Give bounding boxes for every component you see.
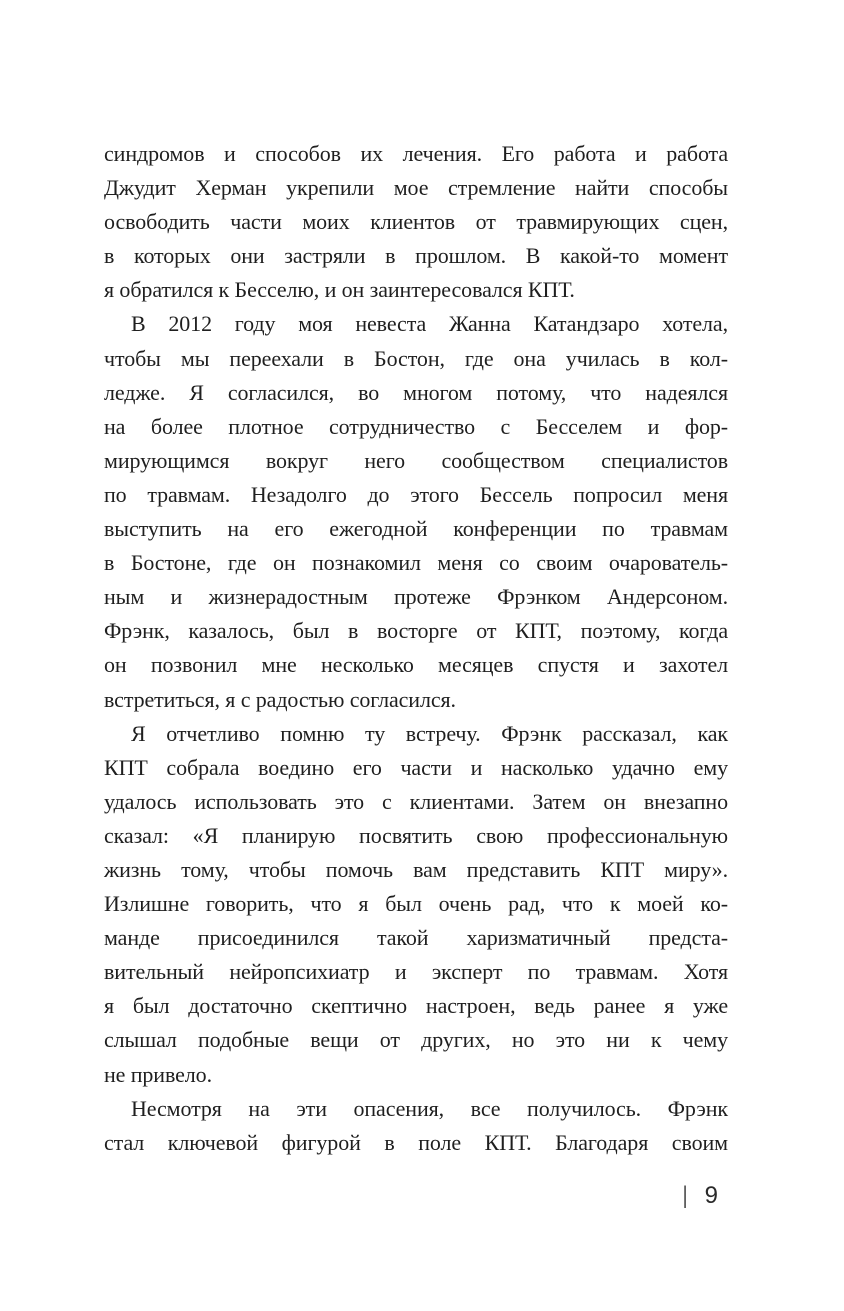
text-block <box>104 137 728 1160</box>
text-line: не привело. <box>104 1061 212 1087</box>
text-line: Несмотря на эти опасения, все получилось. Фрэнк <box>131 1095 728 1121</box>
text-line: Джудит Херман укрепили мое стремление найти способы <box>104 175 728 201</box>
paragraph <box>104 717 728 1092</box>
text-line: ледже. Я согласился, во многом потому, что надеялся <box>104 379 728 405</box>
text-line: я обратился к Бесселю, и он заинтересовался КПТ. <box>104 277 575 303</box>
paragraph <box>104 1092 728 1160</box>
text-line: удалось использовать это с клиентами. Затем он внезапно <box>104 788 728 814</box>
text-line: сказал: «Я планирую посвятить свою профессиональную <box>104 822 728 848</box>
text-line: в Бостоне, где он познакомил меня со своим очарователь- <box>104 550 728 576</box>
page-number-separator: | <box>683 1182 688 1209</box>
text-line: синдромов и способов их лечения. Его работа и работа <box>104 141 728 166</box>
text-line: манде присоединился такой харизматичный предста- <box>104 925 728 951</box>
text-line: Фрэнк, казалось, был в восторге от КПТ, поэтому, когда <box>104 618 728 644</box>
text-line: чтобы мы переехали в Бостон, где она училась в кол- <box>104 345 728 371</box>
page-footer <box>104 1183 718 1209</box>
text-line: ным и жизнерадостным протеже Фрэнком Андерсоном. <box>104 584 728 610</box>
text-line: стал ключевой фигурой в поле КПТ. Благодаря своим <box>104 1129 728 1155</box>
text-line: выступить на его ежегодной конференции по травмам <box>104 516 728 542</box>
text-line: мирующимся вокруг него сообществом специалистов <box>104 447 728 473</box>
text-line: по травмам. Незадолго до этого Бессель попросил меня <box>104 481 728 507</box>
paragraph <box>104 137 728 307</box>
text-line: слышал подобные вещи от других, но это ни к чему <box>104 1027 728 1053</box>
text-line: вительный нейропсихиатр и эксперт по травмам. Хотя <box>104 959 728 985</box>
text-line: В 2012 году моя невеста Жанна Катандзаро хотела, <box>131 311 728 337</box>
text-line: он позвонил мне несколько месяцев спустя и захотел <box>104 652 728 678</box>
paragraph <box>104 307 728 716</box>
text-line: освободить части моих клиентов от травмирующих сцен, <box>104 209 728 235</box>
text-line: на более плотное сотрудничество с Бесселем и фор- <box>104 413 728 439</box>
text-line: я был достаточно скептично настроен, ведь ранее я уже <box>104 993 728 1019</box>
text-line: встретиться, я с радостью согласился. <box>104 686 456 712</box>
text-line: жизнь тому, чтобы помочь вам представить КПТ миру». <box>104 856 728 882</box>
text-line: Излишне говорить, что я был очень рад, что к моей ко- <box>104 891 728 917</box>
text-line: Я отчетливо помню ту встречу. Фрэнк рассказал, как <box>131 720 728 746</box>
page-number: 9 <box>704 1182 718 1209</box>
text-line: в которых они застряли в прошлом. В какой-то момент <box>104 243 728 269</box>
text-line: КПТ собрала воедино его части и насколько удачно ему <box>104 754 728 780</box>
